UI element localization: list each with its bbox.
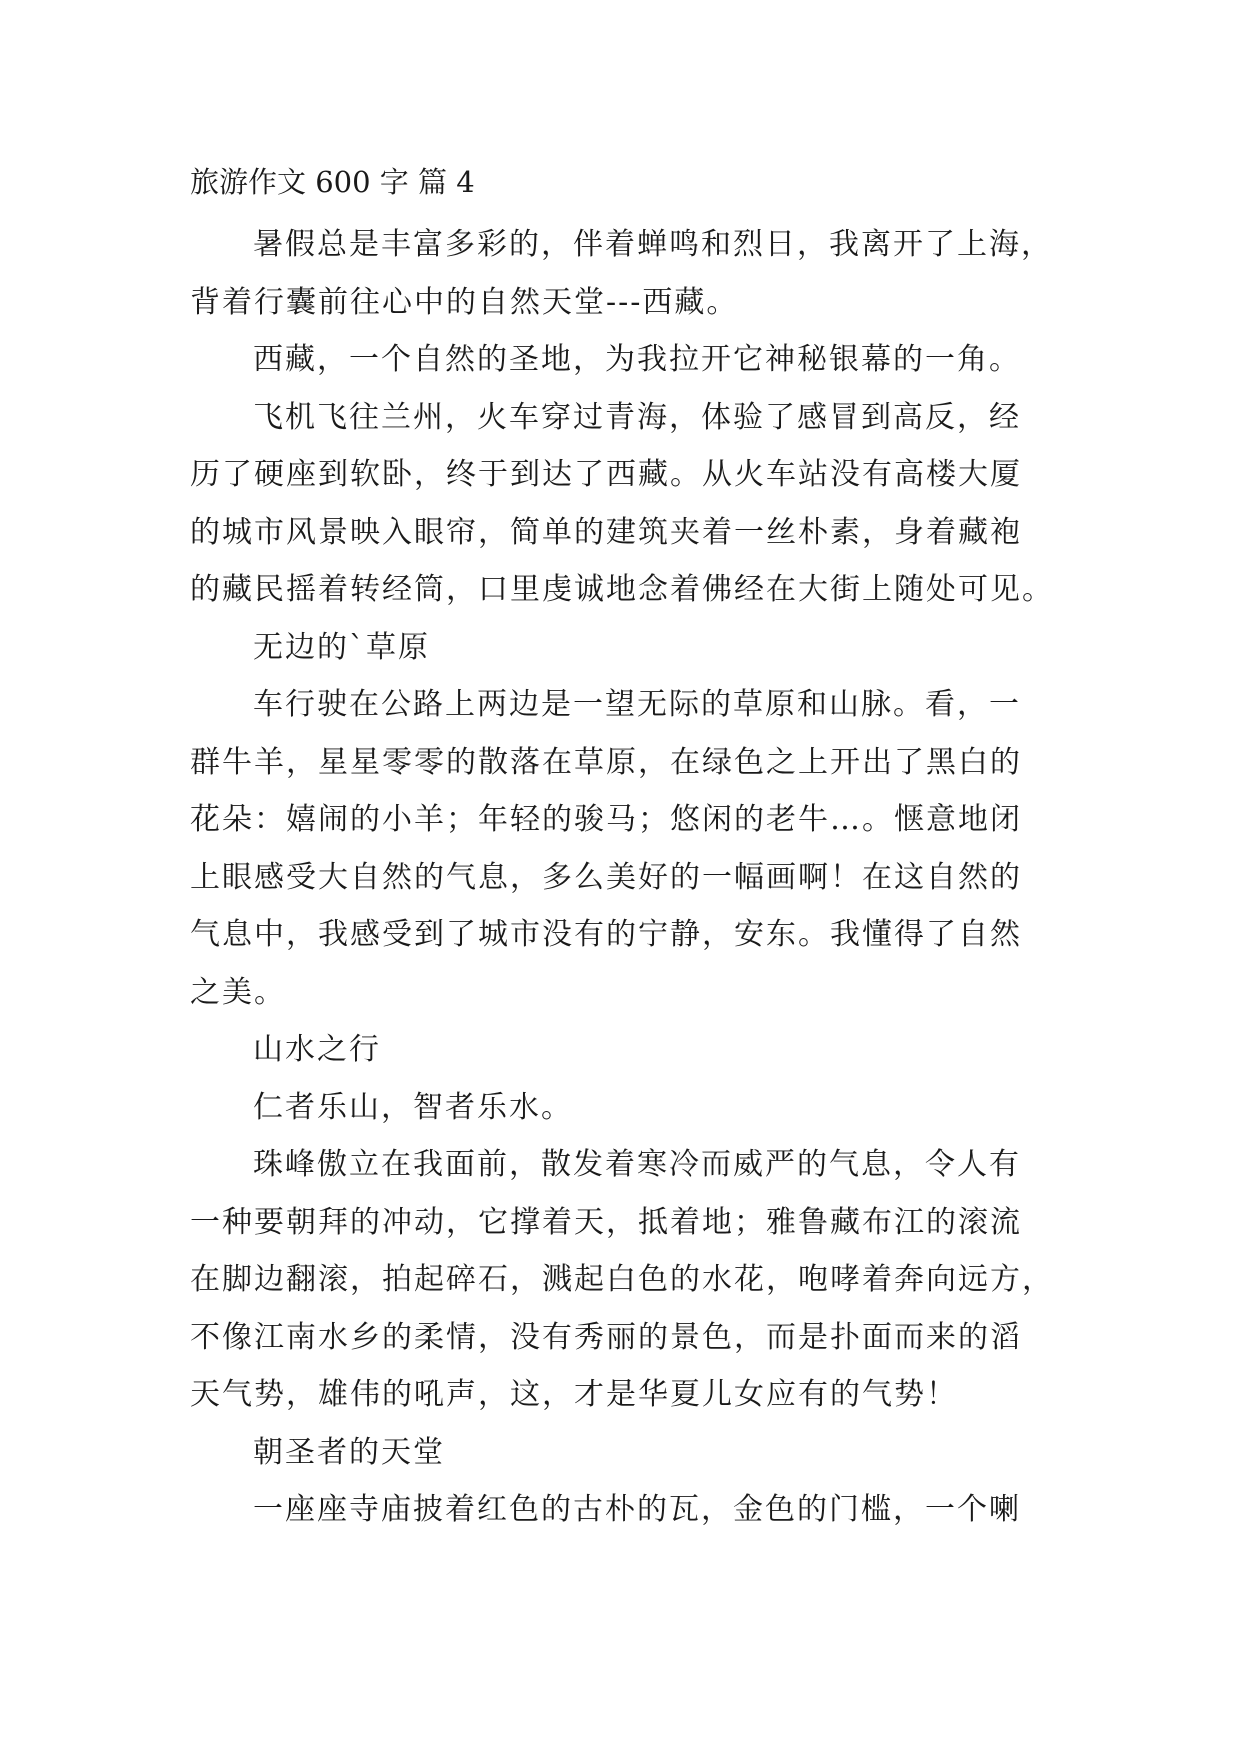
essay-body xyxy=(190,216,1090,1539)
text-line: 车行驶在公路上两边是一望无际的草原和山脉。看，一 xyxy=(253,687,1021,722)
section-heading xyxy=(190,1424,1090,1482)
text-line: 暑假总是丰富多彩的，伴着蝉鸣和烈日，我离开了上海， xyxy=(253,227,1053,262)
paragraph xyxy=(190,389,1090,619)
text-line: 的城市风景映入眼帘，简单的建筑夹着一丝朴素，身着藏袍 xyxy=(190,514,1022,550)
paragraph xyxy=(190,1481,1090,1539)
text-line: 背着行囊前往心中的自然天堂---西藏。 xyxy=(190,284,739,320)
text-line: 西藏，一个自然的圣地，为我拉开它神秘银幕的一角。 xyxy=(253,342,1021,377)
section-heading xyxy=(190,1021,1090,1079)
text-line: 仁者乐山，智者乐水。 xyxy=(253,1089,573,1125)
text-line: 历了硬座到软卧，终于到达了西藏。从火车站没有高楼大厦 xyxy=(190,457,1022,492)
text-line: 的藏民摇着转经筒，口里虔诚地念着佛经在大街上随处可见。 xyxy=(190,572,1054,607)
text-line: 珠峰傲立在我面前，散发着寒冷而威严的气息，令人有 xyxy=(253,1147,1021,1182)
paragraph xyxy=(190,1079,1090,1137)
paragraph xyxy=(190,676,1090,1021)
text-line: 飞机飞往兰州，火车穿过青海，体验了感冒到高反，经 xyxy=(253,399,1021,435)
text-line: 不像江南水乡的柔情，没有秀丽的景色，而是扑面而来的滔 xyxy=(190,1319,1022,1355)
text-line: 无边的`草原 xyxy=(253,629,430,665)
text-line: 一座座寺庙披着红色的古朴的瓦，金色的门槛，一个喇 xyxy=(253,1492,1021,1527)
text-line: 朝圣者的天堂 xyxy=(253,1434,445,1470)
text-line: 群牛羊，星星零零的散落在草原，在绿色之上开出了黑白的 xyxy=(190,744,1022,780)
text-line: 一种要朝拜的冲动，它撑着天，抵着地；雅鲁藏布江的滚流 xyxy=(190,1204,1022,1240)
text-line: 天气势，雄伟的吼声，这，才是华夏儿女应有的气势！ xyxy=(190,1377,958,1412)
text-line: 山水之行 xyxy=(253,1032,381,1067)
text-line: 气息中，我感受到了城市没有的宁静，安东。我懂得了自然 xyxy=(190,917,1022,952)
text-line: 之美。 xyxy=(190,974,286,1010)
paragraph xyxy=(190,216,1090,331)
text-line: 在脚边翻滚，拍起碎石，溅起白色的水花，咆哮着奔向远方， xyxy=(190,1262,1054,1297)
paragraph xyxy=(190,331,1090,389)
text-line: 上眼感受大自然的气息，多么美好的一幅画啊！在这自然的 xyxy=(190,859,1022,895)
section-heading xyxy=(190,619,1090,677)
text-line: 花朵：嬉闹的小羊；年轻的骏马；悠闲的老牛…。惬意地闭 xyxy=(190,802,1022,837)
paragraph xyxy=(190,1136,1090,1424)
essay-title: 旅游作文 600 字 篇 4 xyxy=(190,165,475,199)
